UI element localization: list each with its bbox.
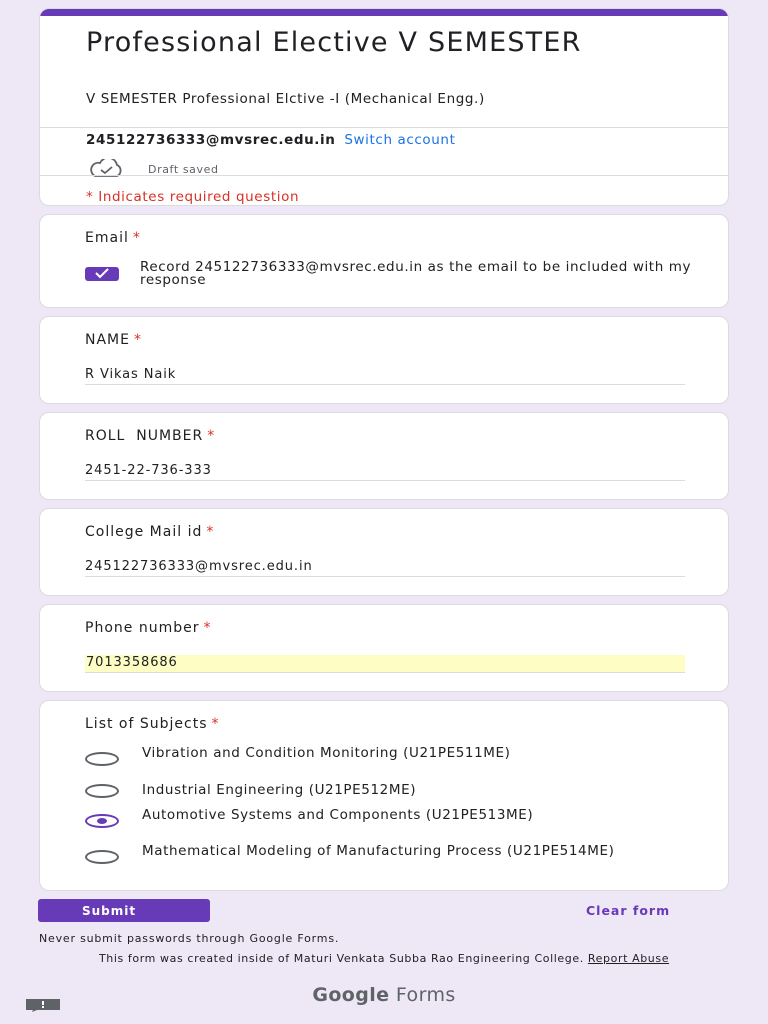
question-title-text: List of Subjects — [85, 716, 208, 732]
header-divider-2 — [40, 175, 728, 176]
subject-option-1[interactable] — [85, 747, 705, 777]
switch-account-link[interactable]: Switch account — [344, 132, 456, 148]
report-abuse-link[interactable]: Report Abuse — [587, 952, 670, 965]
check-icon — [95, 268, 109, 280]
roll-number-input[interactable]: 2451-22-736-333 — [85, 463, 685, 481]
option-label: Mathematical Modeling of Manufacturing Process (U21PE514ME) — [142, 843, 615, 859]
google-forms-logo[interactable] — [0, 984, 768, 1006]
required-asterisk: * — [203, 620, 212, 636]
question-title — [85, 332, 142, 348]
draft-status-row — [86, 159, 219, 179]
option-label: Automotive Systems and Components (U21PE513ME) — [142, 807, 534, 823]
phone-question-card — [39, 604, 729, 692]
question-title — [85, 716, 220, 732]
form-header-card — [39, 8, 729, 206]
forms-wordmark: Forms — [395, 984, 456, 1006]
subject-option-3[interactable] — [85, 808, 705, 838]
college-mail-input[interactable]: 245122736333@mvsrec.edu.in — [85, 559, 685, 577]
question-title — [85, 524, 214, 540]
college-mail-question-card — [39, 508, 729, 596]
question-title — [85, 620, 211, 636]
radio-button[interactable] — [85, 850, 119, 864]
subjects-question-card — [39, 700, 729, 891]
name-question-card — [39, 316, 729, 404]
password-warning: Never submit passwords through Google Forms. — [39, 932, 340, 945]
record-email-checkbox[interactable] — [85, 267, 119, 281]
question-title-text: Phone number — [85, 620, 200, 636]
feedback-icon[interactable] — [25, 998, 61, 1012]
question-title-text: NAME — [85, 332, 130, 348]
email-question-card — [39, 214, 729, 308]
header-divider — [40, 127, 728, 128]
roll-number-question-card — [39, 412, 729, 500]
draft-status-text: Draft saved — [148, 162, 219, 176]
cloud-check-icon — [86, 159, 126, 179]
question-title-text: ROLL NUMBER — [85, 428, 204, 444]
google-wordmark: Google — [312, 984, 390, 1006]
required-asterisk: * — [207, 428, 216, 444]
clear-form-button[interactable]: Clear form — [586, 903, 671, 918]
phone-number-input[interactable]: 7013358686 — [85, 655, 685, 673]
radio-button[interactable] — [85, 752, 119, 766]
name-input[interactable]: R Vikas Naik — [85, 367, 685, 385]
created-by-text: This form was created inside of Maturi Venkata Subba Rao Engineering College. — [98, 952, 584, 965]
required-asterisk: * — [133, 332, 142, 348]
required-note: * Indicates required question — [86, 189, 300, 205]
question-title — [85, 428, 215, 444]
account-email: 245122736333@mvsrec.edu.in — [86, 132, 336, 148]
option-label: Vibration and Condition Monitoring (U21PE511ME) — [142, 745, 511, 761]
question-title — [85, 230, 141, 246]
form-description: V SEMESTER Professional Elctive -I (Mechanical Engg.) — [86, 91, 485, 107]
radio-button[interactable] — [85, 784, 119, 798]
radio-button-selected[interactable] — [85, 814, 119, 828]
header-accent-strip — [40, 9, 728, 16]
question-title-text: College Mail id — [85, 524, 203, 540]
required-asterisk: * — [206, 524, 215, 540]
form-title: Professional Elective V SEMESTER — [86, 27, 582, 58]
required-asterisk: * — [132, 230, 141, 246]
option-label: Industrial Engineering (U21PE512ME) — [142, 782, 417, 798]
required-asterisk: * — [211, 716, 220, 732]
form-created-note — [84, 953, 684, 964]
record-email-label: Record 245122736333@mvsrec.edu.in as the email to be included with my response — [140, 259, 692, 288]
submit-button[interactable]: Submit — [38, 899, 210, 922]
subject-option-4[interactable] — [85, 844, 705, 874]
account-row — [86, 132, 455, 148]
question-title-text: Email — [85, 230, 129, 246]
